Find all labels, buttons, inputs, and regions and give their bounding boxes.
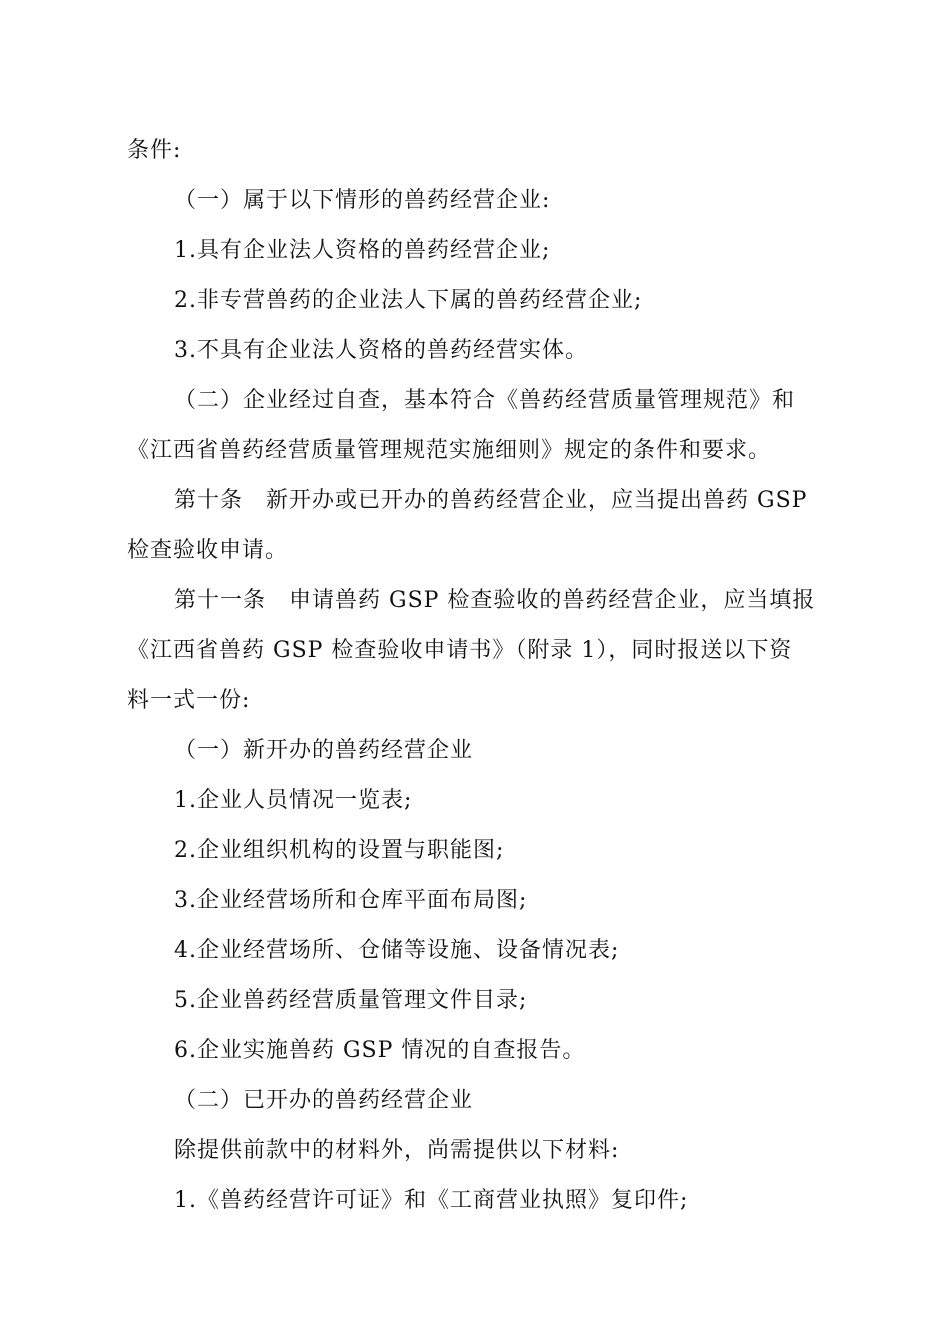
text-line: （一）属于以下情形的兽药经营企业: [174, 188, 551, 213]
text-line: 第十一条 申请兽药 GSP 检查验收的兽药经营企业，应当填报 [174, 588, 816, 613]
text-line: （二）企业经过自查，基本符合《兽药经营质量管理规范》和 [174, 388, 796, 413]
text-line: 《江西省兽药 GSP 检查验收申请书》（附录 1），同时报送以下资 [127, 638, 793, 663]
text-line: 6.企业实施兽药 GSP 情况的自查报告。 [174, 1038, 586, 1063]
text-line: 第十条 新开办或已开办的兽药经营企业，应当提出兽药 GSP [174, 488, 808, 513]
text-line: 3.不具有企业法人资格的兽药经营实体。 [174, 338, 588, 363]
text-line: 检查验收申请。 [127, 538, 289, 563]
text-line: （一）新开办的兽药经营企业 [174, 738, 474, 763]
text-line: 5.企业兽药经营质量管理文件目录; [174, 988, 528, 1013]
text-line: 除提供前款中的材料外，尚需提供以下材料: [174, 1138, 620, 1163]
text-line: 1.具有企业法人资格的兽药经营企业; [174, 238, 551, 263]
text-line: 《江西省兽药经营质量管理规范实施细则》规定的条件和要求。 [127, 438, 772, 463]
text-line: 4.企业经营场所、仓储等设施、设备情况表; [174, 938, 620, 963]
text-line: 条件: [127, 138, 182, 163]
text-line: 2.企业组织机构的设置与职能图; [174, 838, 505, 863]
text-line: 1.《兽药经营许可证》和《工商营业执照》复印件; [174, 1188, 689, 1213]
text-line: 料一式一份: [127, 688, 251, 713]
text-line: 2.非专营兽药的企业法人下属的兽药经营企业; [174, 288, 643, 313]
text-line: （二）已开办的兽药经营企业 [174, 1088, 474, 1113]
text-line: 1.企业人员情况一览表; [174, 788, 413, 813]
text-line: 3.企业经营场所和仓库平面布局图; [174, 888, 528, 913]
